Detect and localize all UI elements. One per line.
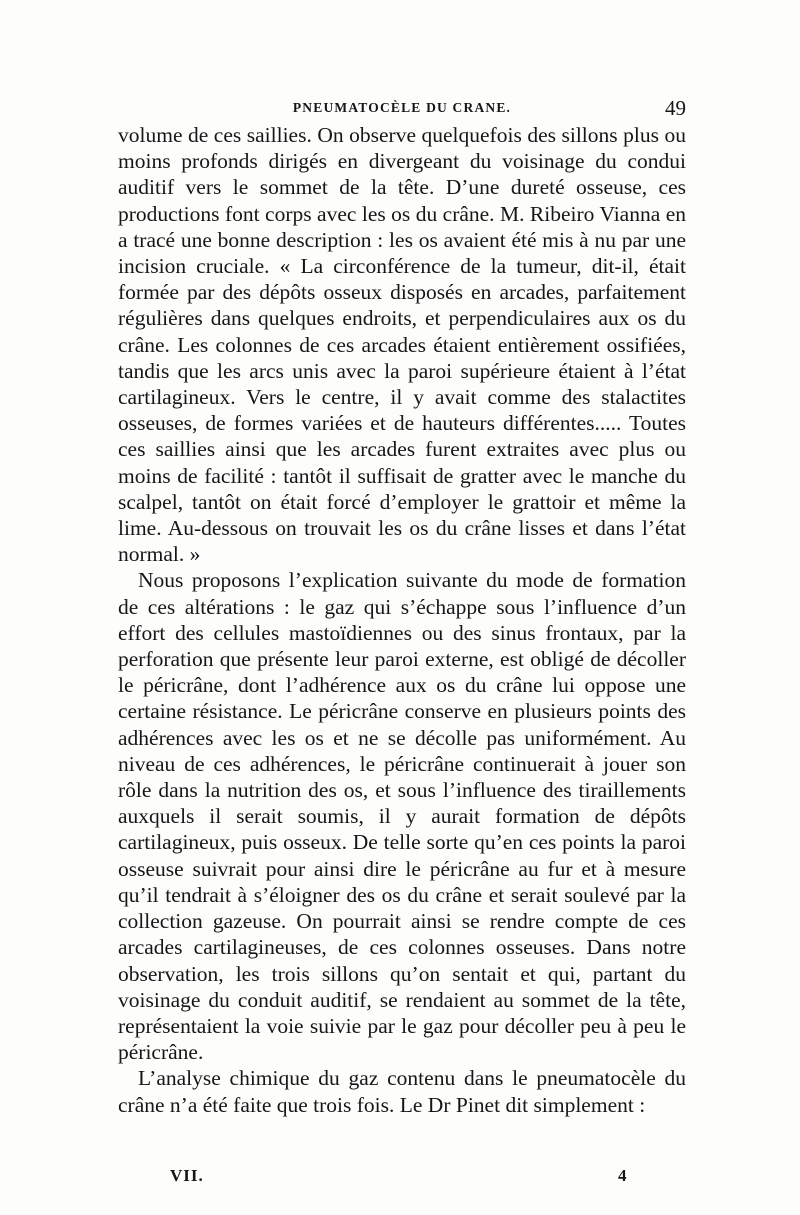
paragraph-continuation: volume de ces saillies. On observe quelquefois des sillons plus ou moins profonds dirigés en divergeant du voisinage du condui auditif vers le sommet de la tête. D’une dureté osseuse, ces productions font corps avec les os du crâne. M. Ribeiro Vianna en a tracé une bonne description : les os avaient été mis à nu par une incision cruciale. « La circonférence de la tumeur, dit-il, était formée par des dépôts osseux disposés en arcades, parfaitement régulières dans quelques endroits, et perpendiculaires aux os du crâne. Les colonnes de ces arcades étaient entièrement ossifiées, tandis que les arcs unis avec la paroi supérieure étaient à l’état cartilagineux. Vers le centre, il y avait comme des stalactites osseuses, de formes variées et de hauteurs différentes..... Toutes ces saillies ainsi que les arcades furent extraites avec plus ou moins de facilité : tantôt il suffisait de gratter avec le manche du scalpel, tantôt on était forcé d’employer le grattoir et même la lime. Au-dessous on trouvait les os du crâne lisses et dans l’état normal. » <box>118 123 686 567</box>
running-head <box>118 96 686 122</box>
signature-mark: VII. <box>170 1166 204 1185</box>
page-footer <box>118 1162 686 1190</box>
sheet-number: 4 <box>618 1166 627 1185</box>
paragraph-chemical-analysis: L’analyse chimique du gaz contenu dans le pneumatocèle du crâne n’a été faite que trois fois. Le Dr Pinet dit simplement : <box>118 1066 686 1117</box>
body-text <box>118 122 686 1118</box>
page-number: 49 <box>665 96 686 120</box>
running-title: PNEUMATOCÈLE DU CRANE. <box>292 100 512 115</box>
paragraph-explanation: Nous proposons l’explication suivante du mode de formation de ces altérations : le gaz qui s’échappe sous l’influence d’un effort des cellules mastoïdiennes ou des sinus frontaux, par la perforation que présente leur paroi externe, est obligé de décoller le péricrâne, dont l’adhérence aux os du crâne lui oppose une certaine résistance. Le péricrâne conserve en plusieurs points des adhérences avec les os et ne se décolle pas uniformément. Au niveau de ces adhérences, le péricrâne continuerait à jouer son rôle dans la nutrition des os, et sous l’influence des tiraillements auxquels il serait soumis, il y aurait formation de dépôts cartilagineux, puis osseux. De telle sorte qu’en ces points la paroi osseuse suivrait pour ainsi dire le péricrâne au fur et à mesure qu’il tendrait à s’éloigner des os du crâne et serait soulevé par la collection gazeuse. On pourrait ainsi se rendre compte de ces arcades cartilagineuses, de ces colonnes osseuses. Dans notre observation, les trois sillons qu’on sentait et qui, partant du voisinage du conduit auditif, se rendaient au sommet de la tête, représentaient la voie suivie par le gaz pour décoller peu à peu le péricrâne. <box>118 568 686 1065</box>
